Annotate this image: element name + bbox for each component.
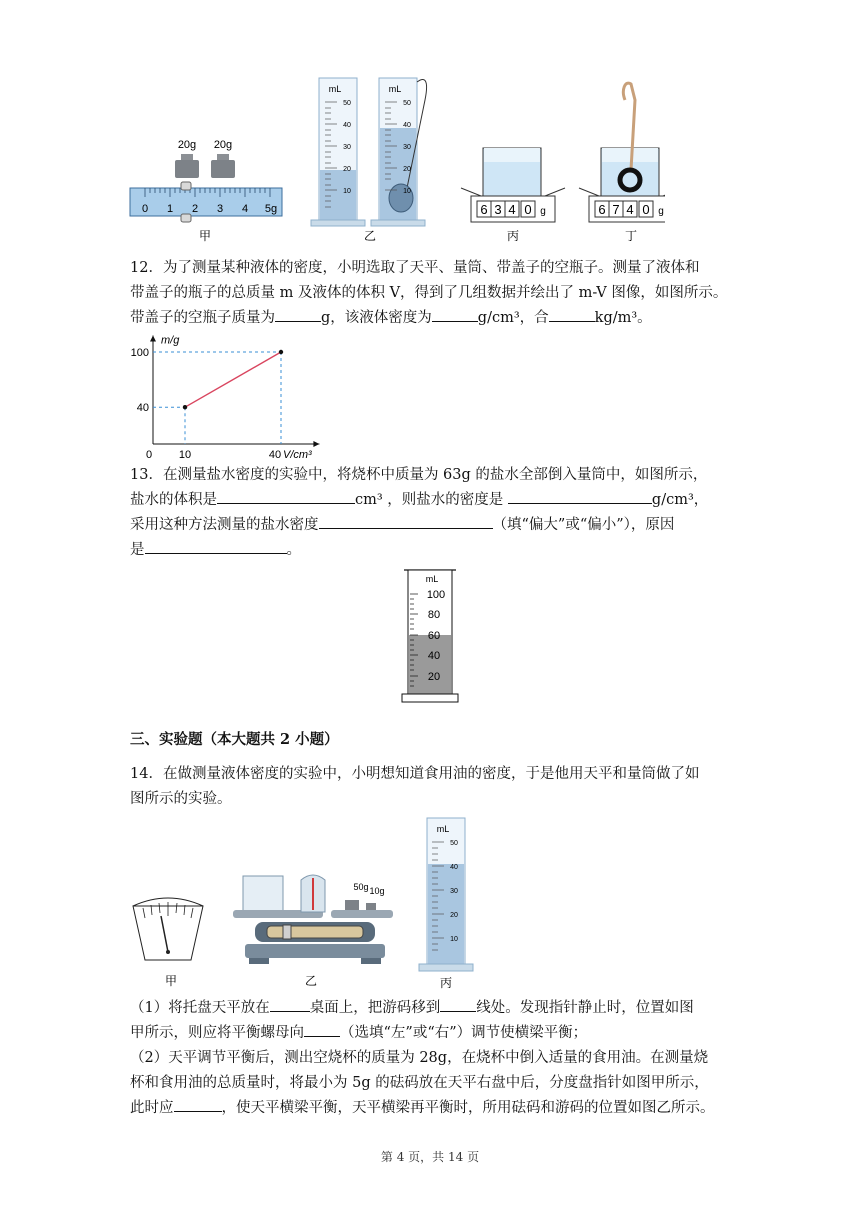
weight-label-b: 20g xyxy=(213,139,233,151)
svg-text:30: 30 xyxy=(450,888,458,895)
svg-text:1: 1 xyxy=(166,203,174,215)
svg-text:g: g xyxy=(658,206,664,217)
weight-10g: 10g xyxy=(369,886,385,896)
svg-text:3: 3 xyxy=(216,203,224,215)
svg-text:60: 60 xyxy=(427,630,441,642)
y-axis-arrow xyxy=(150,335,156,341)
weight-50g: 50g xyxy=(353,882,369,892)
q13-line4: 是 。 xyxy=(130,538,750,562)
svg-text:3: 3 xyxy=(494,202,502,217)
y-axis-label: m/g xyxy=(161,334,180,347)
q12-line3: 带盖子的空瓶子质量为 g，该液体密度为 g/cm³，合 kg/m³。 xyxy=(130,306,750,330)
svg-text:20: 20 xyxy=(450,912,458,919)
svg-text:30: 30 xyxy=(343,144,351,151)
q13-line2: 盐水的体积是 cm³ ，则盐水的密度是 g/cm³， xyxy=(130,488,750,512)
svg-text:mL: mL xyxy=(436,824,450,834)
svg-text:40: 40 xyxy=(450,864,458,871)
svg-text:50: 50 xyxy=(450,840,458,847)
svg-text:4: 4 xyxy=(241,203,249,215)
q14-cylinder xyxy=(419,818,473,971)
q14-caption-yi: 乙 xyxy=(304,974,318,988)
caption-jia: 甲 xyxy=(198,229,212,243)
scale-bing xyxy=(461,148,565,222)
section-title: 三、实验题（本大题共 2 小题） xyxy=(130,731,339,748)
q14-p1-line2: 甲所示，则应将平衡螺母向 （选填“左”或“右”）调节使横梁平衡； xyxy=(130,1021,750,1045)
page-footer: 第 4 页，共 14 页 xyxy=(380,1150,480,1164)
svg-text:2: 2 xyxy=(191,203,199,215)
data-point xyxy=(279,350,283,354)
q14-intro-line2: 图所示的实验。 xyxy=(130,791,232,807)
q13-line1: 13．在测量盐水密度的实验中，将烧杯中质量为 63g 的盐水全部倒入量筒中，如图所示， xyxy=(130,467,708,483)
svg-text:40: 40 xyxy=(343,122,351,129)
svg-text:20: 20 xyxy=(403,166,411,173)
top-figures xyxy=(125,70,665,250)
svg-text:40: 40 xyxy=(427,650,441,662)
cylinder-yi-2 xyxy=(371,78,427,226)
svg-text:0: 0 xyxy=(141,203,149,215)
q13-cylinder xyxy=(396,566,466,706)
svg-text:100: 100 xyxy=(426,589,446,601)
svg-text:mL: mL xyxy=(388,84,402,94)
caption-ding: 丁 xyxy=(624,229,638,243)
svg-text:10: 10 xyxy=(450,936,458,943)
q14-p2-line2: 杯和食用油的总质量时，将最小为 5g 的砝码放在天平右盘中后，分度盘指针如图甲所示， xyxy=(130,1075,709,1091)
svg-text:10: 10 xyxy=(403,188,411,195)
x-axis-arrow xyxy=(313,441,319,447)
balance-ruler xyxy=(130,182,282,222)
weight-label-a: 20g xyxy=(177,139,197,151)
svg-text:20: 20 xyxy=(343,166,351,173)
svg-text:6: 6 xyxy=(480,202,488,217)
svg-text:mL: mL xyxy=(328,84,342,94)
q14-figures xyxy=(125,812,485,992)
unit-label: mL xyxy=(425,574,439,584)
svg-text:10: 10 xyxy=(343,188,351,195)
q14-intro-line1: 14．在做测量液体密度的实验中，小明想知道食用油的密度，于是他用天平和量筒做了如 xyxy=(130,766,700,782)
x-axis-label: V/cm³ xyxy=(283,449,312,461)
svg-text:80: 80 xyxy=(427,609,441,621)
scale-ding xyxy=(579,83,665,222)
y-tick-label: 40 xyxy=(136,402,149,415)
cylinder-yi-1 xyxy=(311,78,365,226)
q12-line1: 12．为了测量某种液体的密度，小明选取了天平、量筒、带盖子的空瓶子。测量了液体和 xyxy=(130,260,700,276)
q14-p2-line3: 此时应 ，使天平横梁平衡，天平横梁再平衡时，所用砝码和游码的位置如图乙所示。 xyxy=(130,1096,750,1120)
q14-caption-bing: 丙 xyxy=(439,976,453,990)
svg-text:20: 20 xyxy=(427,671,441,683)
q12-line2: 带盖子的瓶子的总质量 m 及液体的体积 V，得到了几组数据并绘出了 m-V 图像，如图所示。 xyxy=(130,285,728,301)
weight-20g-a xyxy=(175,139,199,178)
q14-p2-line1: （2）天平调节平衡后，测出空烧杯的质量为 28g，在烧杯中倒入适量的食用油。在测量烧 xyxy=(130,1050,709,1066)
x-tick-label: 0 xyxy=(145,449,153,461)
svg-text:0: 0 xyxy=(524,202,532,217)
svg-text:7: 7 xyxy=(612,202,620,217)
svg-text:40: 40 xyxy=(403,122,411,129)
x-tick-label: 40 xyxy=(268,449,282,461)
pointer-dial xyxy=(133,898,203,960)
mv-chart xyxy=(128,322,348,462)
q14-p1-line1: （1）将托盘天平放在 桌面上，把游码移到 线处。发现指针静止时，位置如图 xyxy=(130,996,750,1020)
caption-yi: 乙 xyxy=(363,229,377,243)
svg-text:5g: 5g xyxy=(264,203,278,215)
svg-text:4: 4 xyxy=(626,202,634,217)
svg-text:50: 50 xyxy=(403,100,411,107)
svg-text:4: 4 xyxy=(508,202,516,217)
q14-caption-jia: 甲 xyxy=(164,974,178,988)
y-tick-label: 100 xyxy=(130,347,149,359)
svg-text:50: 50 xyxy=(343,100,351,107)
svg-text:0: 0 xyxy=(642,202,650,217)
weight-20g-b xyxy=(211,139,235,178)
data-point xyxy=(183,405,187,409)
x-tick-label: 10 xyxy=(178,449,192,461)
balance xyxy=(233,875,393,964)
caption-bing: 丙 xyxy=(506,229,520,243)
svg-text:6: 6 xyxy=(598,202,606,217)
series-line xyxy=(185,352,281,407)
svg-text:g: g xyxy=(540,206,546,217)
svg-text:30: 30 xyxy=(403,144,411,151)
q13-line3: 采用这种方法测量的盐水密度 （填“偏大”或“偏小”），原因 xyxy=(130,513,750,537)
